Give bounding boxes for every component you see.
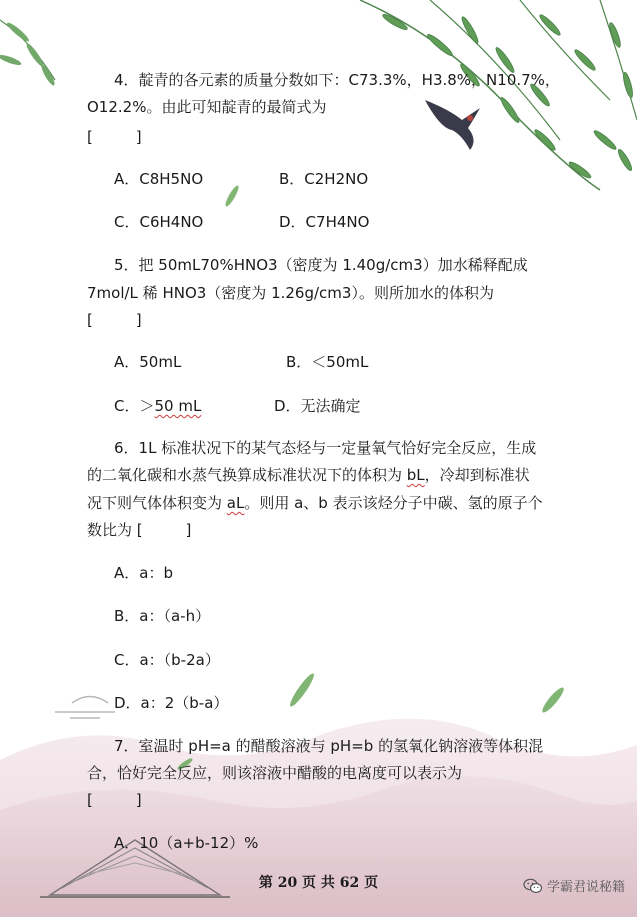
q4-line1: 4．靛青的各元素的质量分数如下：C73.3%，H3.8%，N10.7%， xyxy=(114,71,560,89)
q7-line1: 7．室温时 pH=a 的醋酸溶液与 pH=b 的氢氧化钠溶液等体积混 xyxy=(114,737,544,755)
q6-option-a: A．a：b xyxy=(114,564,173,582)
q5-answer-bracket: [ ] xyxy=(87,311,142,329)
q6-line2-bl: bL xyxy=(406,466,425,484)
q6-line3 xyxy=(0,493,637,513)
q6-line2-text-a: 的二氧化碳和水蒸气换算成标准状况下的体积为 xyxy=(87,466,407,484)
willow-branch-icon xyxy=(360,0,637,190)
q6-line3-text-a: 况下则气体体积变为 xyxy=(87,494,227,512)
q5-option-b: B．＜50mL xyxy=(286,353,369,371)
q5-line2: 7mol/L 稀 HNO3（密度为 1.26g/cm3）。则所加水的体积为 xyxy=(87,284,494,302)
q6-line1: 6．1L 标准状况下的某气态烃与一定量氧气恰好完全反应，生成 xyxy=(114,439,537,457)
q6-line2-text-b: ，冷却到标准状 xyxy=(424,466,530,484)
q6-option-c: C．a：（b-2a） xyxy=(114,651,220,669)
q5-option-c-value: 50 mL xyxy=(154,397,202,415)
q7-answer-bracket: [ ] xyxy=(87,791,142,809)
q6-line3-al: aL xyxy=(226,494,245,512)
q5-option-c-prefix: C．＞ xyxy=(114,397,155,415)
q6-line2 xyxy=(0,465,637,485)
q4-answer-bracket: [ ] xyxy=(87,128,142,146)
q6-option-b: B．a：（a-h） xyxy=(114,607,211,625)
q7-option-a: A．10（a+b-12）% xyxy=(114,834,259,852)
q6-line4: 数比为 [ ] xyxy=(87,521,192,539)
q5-option-a: A．50mL xyxy=(114,353,182,371)
q5-option-c xyxy=(114,396,201,416)
q4-option-a: A．C8H5NO xyxy=(114,170,204,188)
q4-option-d: D．C7H4NO xyxy=(279,213,370,231)
watermark-text: 学霸君说秘籍 xyxy=(546,880,625,895)
wechat-icon xyxy=(523,878,543,894)
q5-line1: 5．把 50mL70%HNO3（密度为 1.40g/cm3）加水稀释配成 xyxy=(114,256,528,274)
q6-option-d: D．a：2（b-a） xyxy=(114,694,229,712)
q4-option-b: B．C2H2NO xyxy=(279,170,369,188)
q5-option-d: D．无法确定 xyxy=(274,397,361,415)
q6-line3-text-b: 。则用 a、b 表示该烃分子中碳、氢的原子个 xyxy=(244,494,543,512)
page-number: 第 20 页 共 62 页 xyxy=(258,875,379,891)
q4-line2: O12.2%。由此可知靛青的最简式为 xyxy=(87,98,327,116)
q7-line2: 合，恰好完全反应，则该溶液中醋酸的电离度可以表示为 xyxy=(87,764,463,782)
q4-option-c: C．C6H4NO xyxy=(114,213,204,231)
watermark xyxy=(523,876,625,895)
